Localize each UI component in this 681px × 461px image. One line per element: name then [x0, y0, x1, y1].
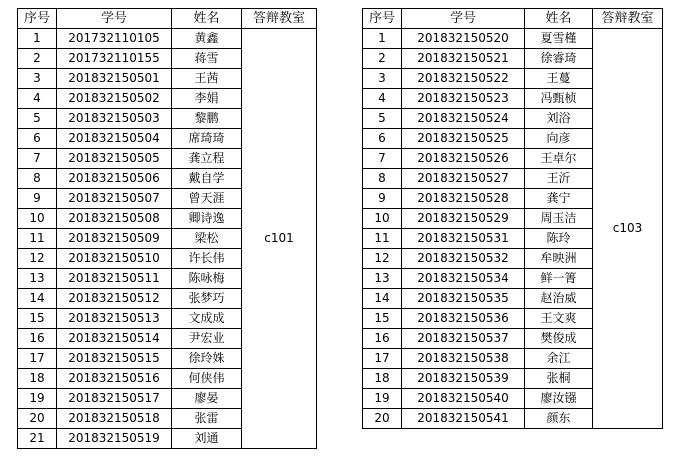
index-cell: 10 [18, 209, 57, 229]
name-cell: 余江 [525, 349, 593, 369]
name-cell: 夏雪槿 [525, 29, 593, 49]
index-cell: 3 [363, 69, 402, 89]
index-cell: 2 [18, 49, 57, 69]
header-name: 姓名 [525, 9, 593, 29]
student-id-cell: 201832150534 [402, 269, 525, 289]
student-id-cell: 201832150503 [57, 109, 172, 129]
index-cell: 5 [363, 109, 402, 129]
index-cell: 15 [18, 309, 57, 329]
name-cell: 刘浴 [525, 109, 593, 129]
student-id-cell: 201832150531 [402, 229, 525, 249]
header-row [18, 9, 317, 29]
index-cell: 6 [18, 129, 57, 149]
name-cell: 卿诗逸 [172, 209, 242, 229]
student-id-cell: 201832150510 [57, 249, 172, 269]
student-id-cell: 201732110105 [57, 29, 172, 49]
name-cell: 何侠伟 [172, 369, 242, 389]
student-id-cell: 201832150537 [402, 329, 525, 349]
index-cell: 1 [363, 29, 402, 49]
index-cell: 12 [363, 249, 402, 269]
index-cell: 14 [363, 289, 402, 309]
index-cell: 7 [18, 149, 57, 169]
index-cell: 2 [363, 49, 402, 69]
index-cell: 7 [363, 149, 402, 169]
name-cell: 戴自学 [172, 169, 242, 189]
index-cell: 12 [18, 249, 57, 269]
table-body [18, 29, 317, 449]
index-cell: 9 [18, 189, 57, 209]
student-id-cell: 201832150523 [402, 89, 525, 109]
index-cell: 14 [18, 289, 57, 309]
student-id-cell: 201832150532 [402, 249, 525, 269]
name-cell: 梁松 [172, 229, 242, 249]
name-cell: 颜东 [525, 409, 593, 429]
name-cell: 陈咏梅 [172, 269, 242, 289]
student-id-cell: 201832150519 [57, 429, 172, 449]
header-index: 序号 [18, 9, 57, 29]
name-cell: 王卓尔 [525, 149, 593, 169]
name-cell: 刘通 [172, 429, 242, 449]
student-id-cell: 201832150539 [402, 369, 525, 389]
index-cell: 10 [363, 209, 402, 229]
student-id-cell: 201832150525 [402, 129, 525, 149]
index-cell: 16 [363, 329, 402, 349]
index-cell: 13 [363, 269, 402, 289]
student-id-cell: 201832150514 [57, 329, 172, 349]
index-cell: 11 [363, 229, 402, 249]
name-cell: 徐玲姝 [172, 349, 242, 369]
student-id-cell: 201832150520 [402, 29, 525, 49]
name-cell: 廖汝镪 [525, 389, 593, 409]
name-cell: 冯甄桢 [525, 89, 593, 109]
student-id-cell: 201832150515 [57, 349, 172, 369]
name-cell: 王茜 [172, 69, 242, 89]
header-row [363, 9, 663, 29]
student-id-cell: 201832150511 [57, 269, 172, 289]
student-id-cell: 201832150526 [402, 149, 525, 169]
student-id-cell: 201832150524 [402, 109, 525, 129]
name-cell: 黄鑫 [172, 29, 242, 49]
table-body [363, 29, 663, 429]
index-cell: 6 [363, 129, 402, 149]
student-id-cell: 201832150535 [402, 289, 525, 309]
name-cell: 王文爽 [525, 309, 593, 329]
index-cell: 19 [18, 389, 57, 409]
name-cell: 王沂 [525, 169, 593, 189]
student-id-cell: 201832150521 [402, 49, 525, 69]
student-id-cell: 201832150504 [57, 129, 172, 149]
name-cell: 张梦巧 [172, 289, 242, 309]
name-cell: 曾天涯 [172, 189, 242, 209]
student-id-cell: 201832150522 [402, 69, 525, 89]
index-cell: 4 [18, 89, 57, 109]
student-id-cell: 201832150512 [57, 289, 172, 309]
name-cell: 许长伟 [172, 249, 242, 269]
header-room: 答辩教室 [242, 9, 317, 29]
index-cell: 18 [363, 369, 402, 389]
student-id-cell: 201832150528 [402, 189, 525, 209]
student-id-cell: 201832150517 [57, 389, 172, 409]
name-cell: 蒋雪 [172, 49, 242, 69]
student-id-cell: 201832150502 [57, 89, 172, 109]
index-cell: 19 [363, 389, 402, 409]
name-cell: 张桐 [525, 369, 593, 389]
student-id-cell: 201832150538 [402, 349, 525, 369]
name-cell: 陈玲 [525, 229, 593, 249]
name-cell: 牟映洲 [525, 249, 593, 269]
header-room: 答辩教室 [593, 9, 663, 29]
name-cell: 樊俊成 [525, 329, 593, 349]
name-cell: 龚立程 [172, 149, 242, 169]
name-cell: 文成成 [172, 309, 242, 329]
name-cell: 王蔓 [525, 69, 593, 89]
student-id-cell: 201832150509 [57, 229, 172, 249]
name-cell: 尹宏业 [172, 329, 242, 349]
index-cell: 21 [18, 429, 57, 449]
index-cell: 17 [363, 349, 402, 369]
student-id-cell: 201832150505 [57, 149, 172, 169]
student-id-cell: 201832150506 [57, 169, 172, 189]
student-id-cell: 201832150516 [57, 369, 172, 389]
index-cell: 11 [18, 229, 57, 249]
name-cell: 黎鹏 [172, 109, 242, 129]
name-cell: 李娟 [172, 89, 242, 109]
name-cell: 廖晏 [172, 389, 242, 409]
index-cell: 8 [363, 169, 402, 189]
name-cell: 徐睿琦 [525, 49, 593, 69]
header-student-id: 学号 [57, 9, 172, 29]
table-row [18, 29, 317, 49]
index-cell: 9 [363, 189, 402, 209]
name-cell: 鲜一箐 [525, 269, 593, 289]
index-cell: 18 [18, 369, 57, 389]
name-cell: 赵治威 [525, 289, 593, 309]
student-id-cell: 201832150518 [57, 409, 172, 429]
index-cell: 20 [363, 409, 402, 429]
student-id-cell: 201832150540 [402, 389, 525, 409]
index-cell: 17 [18, 349, 57, 369]
roster-table-left [17, 8, 317, 449]
student-id-cell: 201832150501 [57, 69, 172, 89]
table-row [363, 29, 663, 49]
index-cell: 3 [18, 69, 57, 89]
room-cell: c101 [242, 29, 317, 449]
name-cell: 周玉洁 [525, 209, 593, 229]
name-cell: 张雷 [172, 409, 242, 429]
student-id-cell: 201832150541 [402, 409, 525, 429]
room-cell: c103 [593, 29, 663, 429]
roster-table-right [362, 8, 663, 429]
index-cell: 8 [18, 169, 57, 189]
header-index: 序号 [363, 9, 402, 29]
name-cell: 龚宁 [525, 189, 593, 209]
index-cell: 13 [18, 269, 57, 289]
student-id-cell: 201832150527 [402, 169, 525, 189]
student-id-cell: 201832150513 [57, 309, 172, 329]
index-cell: 20 [18, 409, 57, 429]
index-cell: 16 [18, 329, 57, 349]
header-name: 姓名 [172, 9, 242, 29]
student-id-cell: 201832150508 [57, 209, 172, 229]
student-id-cell: 201832150529 [402, 209, 525, 229]
student-id-cell: 201832150507 [57, 189, 172, 209]
student-id-cell: 201732110155 [57, 49, 172, 69]
student-id-cell: 201832150536 [402, 309, 525, 329]
index-cell: 5 [18, 109, 57, 129]
index-cell: 15 [363, 309, 402, 329]
name-cell: 向彦 [525, 129, 593, 149]
name-cell: 席琦琦 [172, 129, 242, 149]
index-cell: 1 [18, 29, 57, 49]
header-student-id: 学号 [402, 9, 525, 29]
index-cell: 4 [363, 89, 402, 109]
